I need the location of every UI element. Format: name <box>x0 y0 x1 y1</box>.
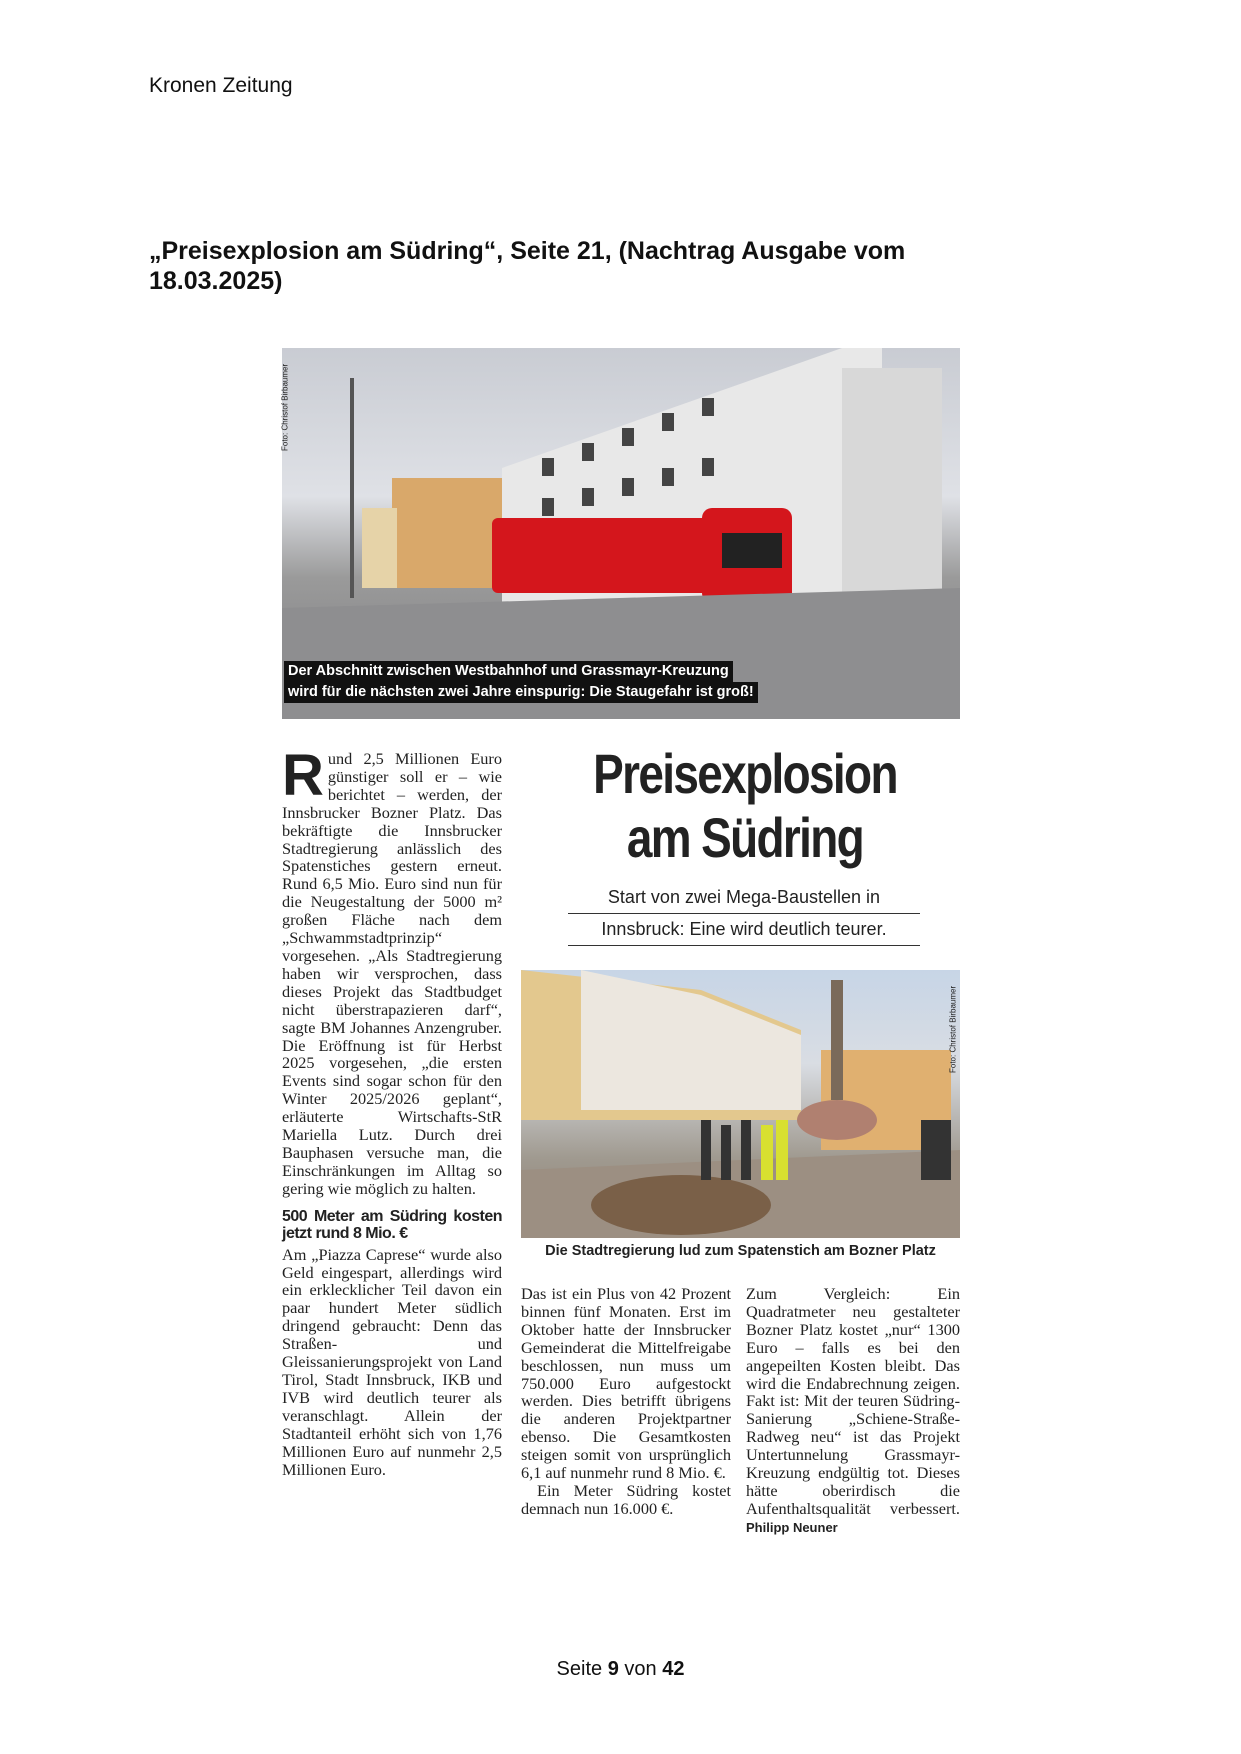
photo-caption: Die Stadtregierung lud zum Spatenstich am Bozner Platz <box>545 1243 936 1259</box>
current-page: 9 <box>607 1658 619 1680</box>
deck-line: Start von zwei Mega-Baustellen in <box>568 882 920 914</box>
deck-line: Innsbruck: Eine wird deutlich teurer. <box>568 914 920 946</box>
source-label: Kronen Zeitung <box>149 74 293 97</box>
ceremony-photo <box>521 970 960 1238</box>
photo-caption-line2: wird für die nächsten zwei Jahre einspurig: Die Staugefahr ist groß! <box>284 682 758 703</box>
headline-line: Preisexplosion <box>593 742 897 805</box>
tram-photo <box>282 348 960 719</box>
footer-mid: von <box>624 1658 657 1680</box>
article-column-3 <box>746 1285 960 1537</box>
subheading: 500 Meter am Südring kosten jetzt rund 8 Mio. € <box>282 1207 502 1242</box>
article-headline <box>577 742 913 870</box>
article-column-2 <box>521 1285 731 1518</box>
photo-credit: Foto: Christof Birbaumer <box>948 985 958 1073</box>
headline-line: am Südring <box>626 806 864 869</box>
drop-cap: R <box>282 743 324 808</box>
paragraph-intro: und 2,5 Millionen Euro günstiger soll er – wie berichtet – werden, der Innsbrucker Bozner Platz. Das bekräftigte die Innsbrucker Stadtregierung anlässlich des Spatenstiches gestern erneut. Rund 6,5 Mio. Euro sind nun für die Neugestaltung der 5000 m² großen Fläche nach dem „Schwammstadtprinzip“ vorgesehen. „Als Stadtregierung haben wir versprochen, dass dieses Projekt das Stadtbudget nicht überstrapazieren darf“, sagte BM Johannes Anzengruber. Die Eröffnung ist für Herbst 2025 vorgesehen, „die ersten Events sind sogar schon für den Winter 2025/2026 geplant“, erläuterte Wirtschafts-StR Mariella Lutz. Durch drei Bauphasen versuche man, die Einschränkungen im Alltag so gering wie möglich zu halten. <box>282 749 502 1198</box>
paragraph: Das ist ein Plus von 42 Prozent binnen fünf Monaten. Erst im Oktober hatte der Innsbrucker Gemeinderat die Mittelfreigabe beschlossen, nun muss um 750.000 Euro aufgestockt werden. Dies betrifft übrigens die anderen Projektpartner ebenso. Die Gesamtkosten steigen somit von ursprünglich 6,1 auf nunmehr rund 8 Mio. €. <box>521 1284 731 1483</box>
total-pages: 42 <box>662 1658 685 1680</box>
paragraph: Zum Vergleich: Ein Quadratmeter neu gestalteter Bozner Platz kostet „nur“ 1300 Euro – falls es bei den angepeilten Kosten bleibt. Das wird die Endabrechnung zeigen. Fakt ist: Mit der teuren Südring-Sanierung „Schiene-Straße-Radweg neu“ ist das Projekt Untertunnelung Grassmayr-Kreuzung endgültig tot. Dieses hätte oberirdisch die Aufenthaltsqualität verbessert. <box>746 1284 960 1518</box>
photo-caption-line1: Der Abschnitt zwischen Westbahnhof und Grassmayr-Kreuzung <box>284 661 733 682</box>
article-deck <box>568 882 920 946</box>
footer-prefix: Seite <box>556 1658 603 1680</box>
ceremony-scene-illustration <box>521 970 960 1238</box>
paragraph: Am „Piazza Caprese“ wurde also Geld eingespart, allerdings wird ein erklecklicher Teil davon ein paar hundert Meter südlich dringend gebraucht: Denn das Straßen- und Gleissanierungsprojekt von Land Tirol, Stadt Innsbruck, IKB und IVB wird deutlich teurer als veranschlagt. Allein der Stadtanteil erhöht sich von 1,76 Millionen Euro auf nunmehr 2,5 Millionen Euro. <box>282 1244 502 1479</box>
article-column-1 <box>282 743 502 1479</box>
page-number <box>0 1658 1241 1681</box>
paragraph: Ein Meter Südring kostet demnach nun 16.000 €. <box>521 1480 731 1518</box>
author-byline: Philipp Neuner <box>746 1519 838 1535</box>
photo-credit: Foto: Christof Birbaumer <box>280 363 290 451</box>
document-title: „Preisexplosion am Südring“, Seite 21, (Nachtrag Ausgabe vom 18.03.2025) <box>149 237 906 295</box>
